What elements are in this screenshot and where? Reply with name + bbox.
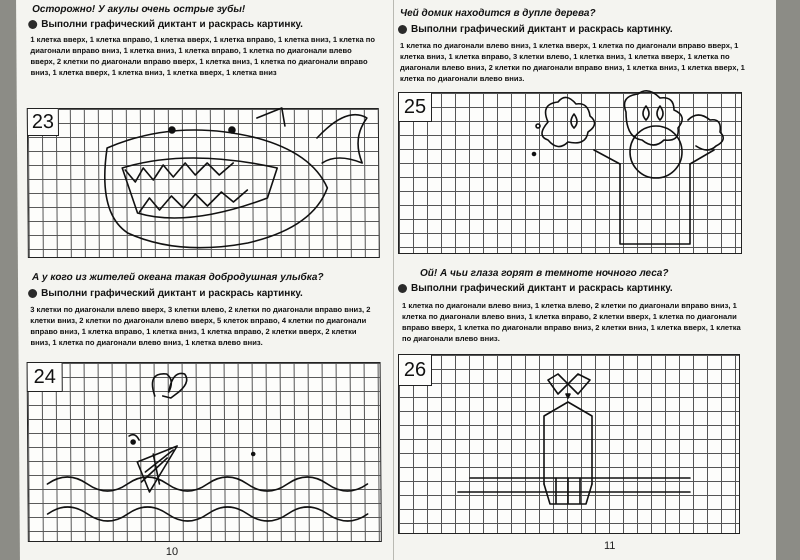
owl-branch <box>458 478 690 492</box>
task-25-tree-drawing <box>398 92 740 252</box>
tree-crown-left <box>542 97 595 146</box>
shark-tail <box>317 115 367 163</box>
grid-start-dot <box>252 453 255 456</box>
task-24-number: 24 <box>27 362 63 392</box>
right-page-number: 11 <box>604 540 616 552</box>
whale-eye-lashes <box>129 435 139 440</box>
shark-body-outline <box>104 130 327 248</box>
task-26-number: 26 <box>398 354 432 386</box>
task-23-subtitle <box>28 19 303 30</box>
shark-fin <box>257 108 285 126</box>
task-25-title: Чей домик находится в дупле дерева? <box>400 8 596 19</box>
owl-eyes <box>548 374 590 394</box>
right-page <box>394 0 776 560</box>
wave-line-upper <box>47 477 367 491</box>
task-26-title: Ой! А чьи глаза горят в темноте ночного леса? <box>420 268 669 279</box>
task-24-subtitle-text: Выполни графический диктант и раскрась картинку. <box>41 288 303 299</box>
shark-eye-right <box>229 127 235 133</box>
whale-tail-net <box>137 446 177 492</box>
task-26-owl-drawing <box>398 354 738 532</box>
grid-start-dot <box>533 153 536 156</box>
left-page-number: 10 <box>165 546 179 558</box>
left-page <box>16 0 398 560</box>
bullet-icon <box>398 284 407 293</box>
bullet-icon <box>28 289 37 298</box>
tree-crown-middle <box>625 91 683 145</box>
task-23-instructions: 1 клетка вверх, 1 клетка вправо, 1 клетка вверх, 1 клетка вправо, 1 клетка вниз, 1 клетка по диагонали вправо вниз, 1 клетка вниз, 1 клетка вправо, 1 клетка по диагонали влево вверх, 2 клетки по диагонали вправо вверх, 1 клетка вниз, 1 клетка по диагонали вправо вниз, 1 клетка вверх, 1 клетка вниз, 1 клетка вверх, 1 клетка вниз <box>30 35 376 77</box>
task-25-number: 25 <box>398 92 432 122</box>
task-26-subtitle-text: Выполни графический диктант и раскрась картинку. <box>411 283 673 294</box>
shark-eye-left <box>169 127 175 133</box>
tree-leaves <box>571 106 663 128</box>
owl-body <box>544 402 592 484</box>
tree-crown-right <box>688 115 723 150</box>
whale-eye <box>131 440 135 444</box>
bullet-icon <box>398 25 407 34</box>
task-26-instructions: 1 клетка по диагонали влево вниз, 1 клетка влево, 2 клетки по диагонали вправо вниз, 1 клетка по диагонали влево вниз, 1 клетка вправо, 2 клетки вверх, 1 клетка по диагонали вправо вверх, 1 клетка по диагонали вправо вниз, 2 клетки вниз, 1 клетка вверх, 1 клетка по диагонали влево вниз. <box>402 301 741 343</box>
shark-mouth-outline <box>122 158 277 218</box>
whale-fountain <box>152 373 186 398</box>
task-23-number: 23 <box>27 108 59 136</box>
task-23-title: Осторожно! У акулы очень острые зубы! <box>32 4 246 15</box>
task-24-whale-drawing <box>27 362 380 540</box>
task-24-subtitle <box>28 288 303 299</box>
grid-small-circle <box>536 124 540 128</box>
tree-hollow <box>630 126 682 178</box>
task-25-subtitle-text: Выполни графический диктант и раскрась картинку. <box>411 24 673 35</box>
task-24-instructions: 3 клетки по диагонали влево вверх, 3 клетки влево, 2 клетки по диагонали вправо вниз, 2 клетки вниз, 2 клетки по диагонали влево вверх, 5 клеток вправо, 4 клетки по диагонали вправо вниз, 1 клетка вправо, 1 клетка вниз, 1 клетка вправо, 2 клетки вверх, 2 клетки вниз, 1 клетка по диагонали влево вниз, 1 клетка влево вниз. <box>30 305 371 347</box>
wave-line-lower <box>48 507 368 521</box>
task-23-subtitle-text: Выполни графический диктант и раскрась картинку. <box>41 19 303 30</box>
shark-upper-teeth <box>125 163 233 182</box>
owl-beak <box>566 394 570 398</box>
task-25-instructions: 1 клетка по диагонали влево вниз, 1 клетка вверх, 1 клетка по диагонали вправо вверх, 1 клетка вниз, 1 клетка вправо, 3 клетки влево, 1 клетка вниз, 1 клетка вверх, 1 клетка по диагонали влево вниз, 2 клетки по диагонали вправо вниз, 1 клетка вниз, 1 клетка вверх, 1 клетка по диагонали влево вниз. <box>400 41 745 83</box>
task-25-subtitle <box>398 24 673 35</box>
task-23-shark-drawing <box>27 108 378 256</box>
tree-branches <box>594 150 714 164</box>
task-26-subtitle <box>398 283 673 294</box>
owl-feet <box>544 478 592 504</box>
shark-lower-teeth <box>139 190 247 212</box>
task-24-title: А у кого из жителей океана такая добродушная улыбка? <box>31 272 324 283</box>
tree-trunk <box>620 164 690 244</box>
bullet-icon <box>28 20 37 29</box>
